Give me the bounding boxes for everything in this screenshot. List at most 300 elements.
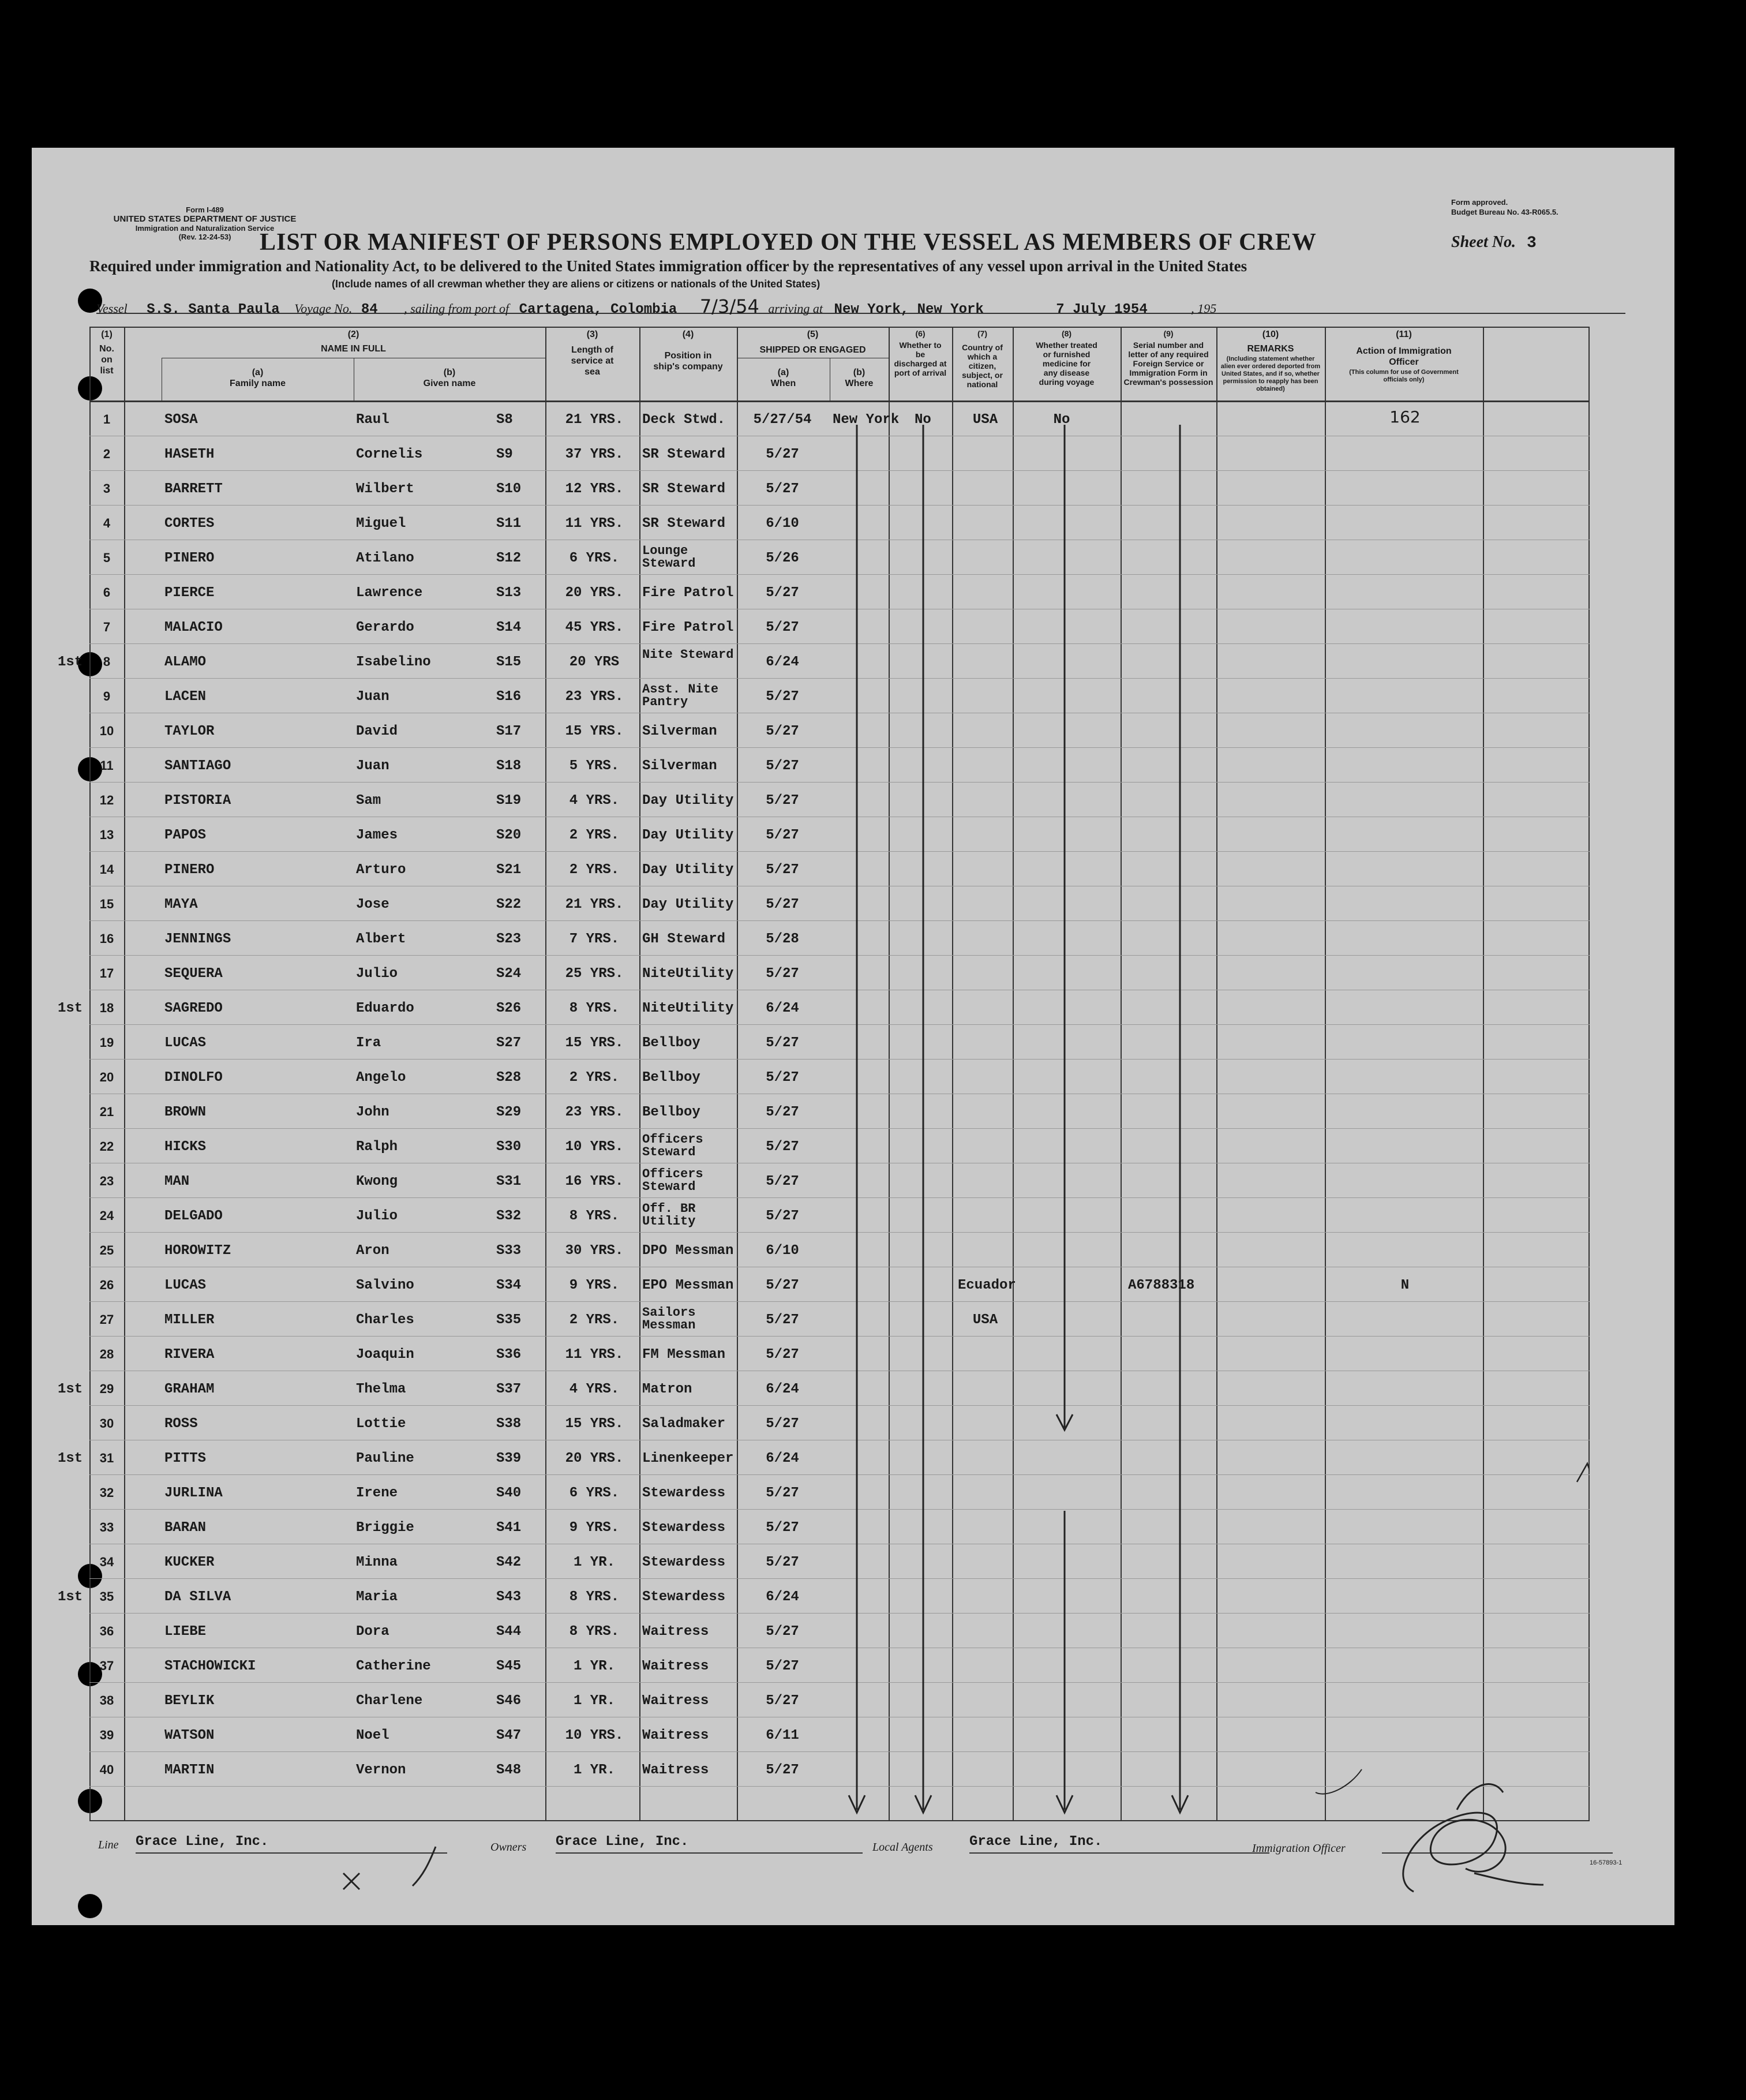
shipped-when: 6/10 xyxy=(766,1243,799,1259)
row-number: 40 xyxy=(99,1762,114,1777)
shipped-when: 5/27/54 xyxy=(753,412,812,428)
row-number: 32 xyxy=(99,1485,114,1500)
position: NiteUtility xyxy=(642,1001,734,1016)
row-number: 25 xyxy=(99,1243,114,1257)
service-length: 12 YRS. xyxy=(565,481,624,497)
crew-code: S40 xyxy=(496,1485,522,1501)
position: Deck Stwd. xyxy=(642,412,726,428)
given-name: Eduardo xyxy=(356,1001,414,1016)
shipped-when: 5/27 xyxy=(766,1624,799,1639)
position: Bellboy xyxy=(642,1035,700,1051)
margin-note: 1st xyxy=(58,1451,83,1466)
family-name: LUCAS xyxy=(164,1035,207,1051)
family-name: BEYLIK xyxy=(164,1693,215,1709)
position: Nite Steward xyxy=(642,647,734,662)
given-name: Charles xyxy=(356,1312,414,1328)
service-length: 1 YR. xyxy=(573,1659,615,1674)
service-length: 9 YRS. xyxy=(569,1278,620,1293)
voyage-number: 84 xyxy=(361,302,378,317)
family-name: PINERO xyxy=(164,551,215,566)
service-length: 9 YRS. xyxy=(569,1520,620,1536)
shipped-when: 5/27 xyxy=(766,1035,799,1051)
row-number: 14 xyxy=(99,862,114,877)
family-name: MAYA xyxy=(164,897,198,912)
row-number: 26 xyxy=(99,1278,114,1292)
crew-code: S38 xyxy=(496,1416,522,1432)
margin-note: 1st xyxy=(58,1589,83,1605)
service-length: 8 YRS. xyxy=(569,1589,620,1605)
service-length: 4 YRS. xyxy=(569,793,620,808)
manifest-subtitle: Required under immigration and Nationality Act, to be delivered to the United States immigration officer by the representatives of any vessel upon arrival in the United States xyxy=(89,257,1247,275)
crew-code: S22 xyxy=(496,897,522,912)
service-length: 20 YRS. xyxy=(565,1451,624,1466)
shipped-when: 5/27 xyxy=(766,447,799,462)
position: Day Utility xyxy=(642,897,734,912)
position: SR Steward xyxy=(642,447,726,462)
service-length: 16 YRS. xyxy=(565,1174,624,1189)
crew-code: S37 xyxy=(496,1382,522,1397)
family-name: LIEBE xyxy=(164,1624,207,1639)
crew-code: S48 xyxy=(496,1762,522,1778)
service-length: 2 YRS. xyxy=(569,1312,620,1328)
arriving-label: arriving at xyxy=(768,301,823,316)
family-name: SAGREDO xyxy=(164,1001,223,1016)
medicine: No xyxy=(1053,412,1070,428)
given-name: Joaquin xyxy=(356,1347,414,1362)
service-length: 37 YRS. xyxy=(565,447,624,462)
family-name: HASETH xyxy=(164,447,215,462)
service-length: 1 YR. xyxy=(573,1555,615,1570)
position: Off. BR Utility xyxy=(642,1201,696,1229)
port-to: New York, New York xyxy=(834,302,984,317)
position: Stewardess xyxy=(642,1555,726,1570)
crew-code: S27 xyxy=(496,1035,522,1051)
shipped-when: 6/24 xyxy=(766,1589,799,1605)
service-length: 8 YRS. xyxy=(569,1001,620,1016)
col-no-header: (1) No. on list xyxy=(99,330,114,376)
given-name: David xyxy=(356,724,398,739)
agents-label: Local Agents xyxy=(872,1841,933,1854)
crew-code: S46 xyxy=(496,1693,522,1709)
service-length: 23 YRS. xyxy=(565,689,624,705)
row-number: 34 xyxy=(99,1555,114,1569)
row-number: 16 xyxy=(99,931,114,946)
given-name: Ira xyxy=(356,1035,381,1051)
crew-code: S39 xyxy=(496,1451,522,1466)
shipped-when: 5/28 xyxy=(766,931,799,947)
position: Day Utility xyxy=(642,828,734,843)
service-length: 10 YRS. xyxy=(565,1728,624,1743)
given-name: Isabelino xyxy=(356,654,431,670)
given-name: Salvino xyxy=(356,1278,414,1293)
officer-label: Immigration Officer xyxy=(1252,1842,1346,1855)
row-number: 38 xyxy=(99,1693,114,1708)
service-length: 20 YRS xyxy=(569,654,620,670)
service-length: 21 YRS. xyxy=(565,897,624,912)
family-name: BARAN xyxy=(164,1520,207,1536)
position: Asst. Nite Pantry xyxy=(642,682,719,709)
service-length: 6 YRS. xyxy=(569,551,620,566)
shipped-when: 5/27 xyxy=(766,1693,799,1709)
col-discharged-header: (6) Whether to be discharged at port of arrival xyxy=(894,329,947,377)
position: Waitress xyxy=(642,1659,709,1674)
service-name: Immigration and Naturalization Service xyxy=(135,224,275,233)
row-number: 3 xyxy=(103,481,111,496)
given-name: Maria xyxy=(356,1589,398,1605)
given-name: Dora xyxy=(356,1624,389,1639)
family-name: PITTS xyxy=(164,1451,207,1466)
family-name: PINERO xyxy=(164,862,215,878)
country: Ecuador xyxy=(958,1278,1016,1293)
position: Stewardess xyxy=(642,1589,726,1605)
service-length: 11 YRS. xyxy=(565,1347,624,1362)
crew-code: S17 xyxy=(496,724,522,739)
given-name: Atilano xyxy=(356,551,414,566)
family-name: DINOLFO xyxy=(164,1070,223,1085)
country: USA xyxy=(972,1312,998,1328)
family-name: MALACIO xyxy=(164,620,223,635)
shipped-when: 5/27 xyxy=(766,481,799,497)
position: GH Steward xyxy=(642,931,726,947)
service-length: 45 YRS. xyxy=(565,620,624,635)
row-number: 39 xyxy=(99,1728,114,1742)
given-name: Jose xyxy=(356,897,389,912)
service-length: 8 YRS. xyxy=(569,1208,620,1224)
crew-code: S31 xyxy=(496,1174,522,1189)
row-number: 8 xyxy=(103,654,111,669)
row-number: 1 xyxy=(103,412,111,426)
given-name: Minna xyxy=(356,1555,398,1570)
shipped-when: 5/27 xyxy=(766,1555,799,1570)
serial-number: A6788318 xyxy=(1128,1278,1195,1293)
shipped-when: 6/24 xyxy=(766,1382,799,1397)
given-name: Aron xyxy=(356,1243,389,1259)
shipped-when: 5/27 xyxy=(766,1762,799,1778)
col-country-header: (7) Country of which a citizen, subject, or national xyxy=(962,329,1003,389)
family-name: CORTES xyxy=(164,516,215,531)
family-name: BROWN xyxy=(164,1105,207,1120)
crew-code: S11 xyxy=(496,516,522,531)
service-length: 1 YR. xyxy=(573,1762,615,1778)
given-name: Lawrence xyxy=(356,585,423,601)
row-number: 20 xyxy=(99,1070,114,1084)
crew-code: S47 xyxy=(496,1728,522,1743)
family-name: PISTORIA xyxy=(164,793,231,808)
family-name: KUCKER xyxy=(164,1555,215,1570)
given-name: Ralph xyxy=(356,1139,398,1155)
crew-code: S43 xyxy=(496,1589,522,1605)
budget-number: Budget Bureau No. 43-R065.5. xyxy=(1451,208,1558,216)
given-name: Charlene xyxy=(356,1693,423,1709)
family-name: DA SILVA xyxy=(164,1589,231,1605)
position: Waitress xyxy=(642,1762,709,1778)
officer-action: 162 xyxy=(1389,407,1421,426)
given-name: Vernon xyxy=(356,1762,406,1778)
given-name: Catherine xyxy=(356,1659,431,1674)
given-name: Albert xyxy=(356,931,406,947)
service-length: 1 YR. xyxy=(573,1693,615,1709)
col-remarks-header: (10) REMARKS (Including statement whether alien ever ordered deported from United States, and if so, whether permission to reapply has been obtained) xyxy=(1220,330,1321,392)
crew-code: S18 xyxy=(496,758,522,774)
family-name: SEQUERA xyxy=(164,966,223,982)
handwritten-marks xyxy=(32,148,1674,1925)
shipped-when: 6/24 xyxy=(766,1001,799,1016)
row-number: 18 xyxy=(99,1001,114,1015)
col-shipped-header: (5) SHIPPED OR ENGAGED xyxy=(759,330,866,355)
position: Matron xyxy=(642,1382,692,1397)
position: Day Utility xyxy=(642,862,734,878)
family-name: PIERCE xyxy=(164,585,215,601)
position: Fire Patrol xyxy=(642,620,734,635)
position: Fire Patrol xyxy=(642,585,734,601)
position: Waitress xyxy=(642,1728,709,1743)
shipped-when: 5/27 xyxy=(766,966,799,982)
family-name: JURLINA xyxy=(164,1485,223,1501)
position: DPO Messman xyxy=(642,1243,734,1259)
shipped-when: 5/27 xyxy=(766,1174,799,1189)
given-name: Wilbert xyxy=(356,481,414,497)
owners-label: Owners xyxy=(490,1841,527,1854)
row-number: 27 xyxy=(99,1312,114,1327)
crew-code: S8 xyxy=(496,412,513,428)
service-length: 2 YRS. xyxy=(569,1070,620,1085)
family-name: JENNINGS xyxy=(164,931,231,947)
given-name: Noel xyxy=(356,1728,389,1743)
crew-code: S20 xyxy=(496,828,522,843)
crew-code: S29 xyxy=(496,1105,522,1120)
given-name: Pauline xyxy=(356,1451,414,1466)
shipped-when: 5/27 xyxy=(766,724,799,739)
shipped-when: 5/27 xyxy=(766,1520,799,1536)
service-length: 15 YRS. xyxy=(565,724,624,739)
service-length: 21 YRS. xyxy=(565,412,624,428)
crew-code: S24 xyxy=(496,966,522,982)
family-name: MARTIN xyxy=(164,1762,215,1778)
shipped-when: 5/26 xyxy=(766,551,799,566)
service-length: 25 YRS. xyxy=(565,966,624,982)
crew-code: S21 xyxy=(496,862,522,878)
row-number: 37 xyxy=(99,1659,114,1673)
row-number: 13 xyxy=(99,828,114,842)
shipped-when: 5/27 xyxy=(766,1416,799,1432)
shipped-when: 5/27 xyxy=(766,1659,799,1674)
shipped-when: 5/27 xyxy=(766,758,799,774)
family-name: BARRETT xyxy=(164,481,223,497)
service-length: 7 YRS. xyxy=(569,931,620,947)
line-value: Grace Line, Inc. xyxy=(136,1834,447,1854)
given-name: Julio xyxy=(356,966,398,982)
family-name: DELGADO xyxy=(164,1208,223,1224)
crew-code: S13 xyxy=(496,585,522,601)
service-length: 20 YRS. xyxy=(565,585,624,601)
margin-note: 1st xyxy=(58,654,83,670)
family-name: WATSON xyxy=(164,1728,215,1743)
family-name: SANTIAGO xyxy=(164,758,231,774)
col-given-header: (b) Given name xyxy=(423,368,476,388)
given-name: Irene xyxy=(356,1485,398,1501)
service-length: 2 YRS. xyxy=(569,828,620,843)
shipped-when: 5/27 xyxy=(766,1312,799,1328)
shipped-when: 5/27 xyxy=(766,1347,799,1362)
row-number: 2 xyxy=(103,447,111,461)
crew-code: S32 xyxy=(496,1208,522,1224)
family-name: TAYLOR xyxy=(164,724,215,739)
row-number: 24 xyxy=(99,1208,114,1223)
col-when-header: (a) When xyxy=(770,368,796,388)
shipped-when: 5/27 xyxy=(766,620,799,635)
position: Linenkeeper xyxy=(642,1451,734,1466)
position: Bellboy xyxy=(642,1070,700,1085)
crew-code: S34 xyxy=(496,1278,522,1293)
crew-code: S12 xyxy=(496,551,522,566)
col-position-header: (4) Position in ship's company xyxy=(653,330,723,372)
row-number: 17 xyxy=(99,966,114,980)
col-service-header: (3) Length of service at sea xyxy=(571,330,614,377)
row-number: 28 xyxy=(99,1347,114,1361)
row-number: 35 xyxy=(99,1589,114,1604)
shipped-where: New York xyxy=(833,412,900,428)
shipped-when: 5/27 xyxy=(766,1278,799,1293)
given-name: John xyxy=(356,1105,389,1120)
given-name: Lottie xyxy=(356,1416,406,1432)
arrival-date: 7 July 1954 xyxy=(1056,302,1148,317)
position: FM Messman xyxy=(642,1347,726,1362)
family-name: SOSA xyxy=(164,412,198,428)
discharged: No xyxy=(915,412,931,428)
shipped-when: 6/10 xyxy=(766,516,799,531)
family-name: LACEN xyxy=(164,689,207,705)
margin-note: 1st xyxy=(58,1382,83,1397)
family-name: MILLER xyxy=(164,1312,215,1328)
service-length: 15 YRS. xyxy=(565,1035,624,1051)
row-number: 22 xyxy=(99,1139,114,1154)
row-number: 12 xyxy=(99,793,114,807)
family-name: RIVERA xyxy=(164,1347,215,1362)
position: Officers Steward xyxy=(642,1167,703,1194)
given-name: Juan xyxy=(356,758,389,774)
sailing-label: , sailing from port of xyxy=(404,301,509,316)
position: Lounge Steward xyxy=(642,544,696,571)
given-name: James xyxy=(356,828,398,843)
shipped-when: 5/27 xyxy=(766,828,799,843)
service-length: 11 YRS. xyxy=(565,516,624,531)
position: Day Utility xyxy=(642,793,734,808)
family-name: PAPOS xyxy=(164,828,207,843)
manifest-title: LIST OR MANIFEST OF PERSONS EMPLOYED ON THE VESSEL AS MEMBERS OF CREW xyxy=(260,229,1317,256)
country: USA xyxy=(972,412,998,428)
position: Waitress xyxy=(642,1624,709,1639)
form-number: Form I-489 xyxy=(186,205,224,214)
shipped-when: 5/27 xyxy=(766,585,799,601)
include-note: (Include names of all crewman whether they are aliens or citizens or nationals of the United States) xyxy=(332,278,820,290)
port-from: Cartagena, Colombia xyxy=(519,302,677,317)
crew-code: S19 xyxy=(496,793,522,808)
given-name: Juan xyxy=(356,689,389,705)
given-name: Raul xyxy=(356,412,389,428)
position: Stewardess xyxy=(642,1520,726,1536)
family-name: LUCAS xyxy=(164,1278,207,1293)
shipped-when: 5/27 xyxy=(766,1485,799,1501)
given-name: Miguel xyxy=(356,516,406,531)
row-number: 21 xyxy=(99,1105,114,1119)
row-number: 6 xyxy=(103,585,111,600)
row-number: 7 xyxy=(103,620,111,634)
family-name: HICKS xyxy=(164,1139,207,1155)
position: Officers Steward xyxy=(642,1132,703,1159)
crew-code: S23 xyxy=(496,931,522,947)
given-name: Gerardo xyxy=(356,620,414,635)
col-name-header: (2) NAME IN FULL xyxy=(321,330,386,354)
shipped-when: 6/11 xyxy=(766,1728,799,1743)
col-where-header: (b) Where xyxy=(845,368,874,388)
year-suffix: , 195 xyxy=(1191,301,1217,316)
owners-value: Grace Line, Inc. xyxy=(556,1834,863,1854)
handwritten-date: 7/3/54 xyxy=(699,295,759,317)
position: Sailors Messman xyxy=(642,1305,696,1332)
row-number: 11 xyxy=(100,758,114,773)
manifest-sheet xyxy=(32,148,1674,1925)
crew-code: S14 xyxy=(496,620,522,635)
row-number: 33 xyxy=(99,1520,114,1534)
position: Waitress xyxy=(642,1693,709,1709)
given-name: Angelo xyxy=(356,1070,406,1085)
crew-code: S9 xyxy=(496,447,513,462)
crew-code: S16 xyxy=(496,689,522,705)
margin-note: 1st xyxy=(58,1001,83,1016)
family-name: STACHOWICKI xyxy=(164,1659,256,1674)
row-number: 19 xyxy=(99,1035,114,1050)
crew-code: S45 xyxy=(496,1659,522,1674)
crew-code: S28 xyxy=(496,1070,522,1085)
position: Bellboy xyxy=(642,1105,700,1120)
position: Silverman xyxy=(642,724,717,739)
family-name: ROSS xyxy=(164,1416,198,1432)
shipped-when: 6/24 xyxy=(766,654,799,670)
shipped-when: 6/24 xyxy=(766,1451,799,1466)
crew-code: S30 xyxy=(496,1139,522,1155)
row-number: 15 xyxy=(99,897,114,911)
row-number: 9 xyxy=(103,689,111,703)
vessel-label: Vessel xyxy=(96,301,128,316)
position: Saladmaker xyxy=(642,1416,726,1432)
crew-code: S33 xyxy=(496,1243,522,1259)
vessel-name: S.S. Santa Paula xyxy=(147,302,280,317)
agents-value: Grace Line, Inc. xyxy=(969,1834,1269,1854)
row-number: 30 xyxy=(99,1416,114,1431)
position: Silverman xyxy=(642,758,717,774)
given-name: Cornelis xyxy=(356,447,423,462)
row-number: 23 xyxy=(99,1174,114,1188)
voyage-label: Voyage No. xyxy=(294,301,353,316)
position: SR Steward xyxy=(642,516,726,531)
crew-code: S42 xyxy=(496,1555,522,1570)
service-length: 15 YRS. xyxy=(565,1416,624,1432)
sheet-label: Sheet No. xyxy=(1451,233,1516,251)
row-number: 4 xyxy=(103,516,111,530)
shipped-when: 5/27 xyxy=(766,793,799,808)
crew-code: S41 xyxy=(496,1520,522,1536)
position: Stewardess xyxy=(642,1485,726,1501)
crew-code: S10 xyxy=(496,481,522,497)
service-length: 4 YRS. xyxy=(569,1382,620,1397)
service-length: 23 YRS. xyxy=(565,1105,624,1120)
col-action-header: (11) Action of Immigration Officer (This column for use of Government officials only) xyxy=(1349,330,1459,383)
family-name: GRAHAM xyxy=(164,1382,215,1397)
service-length: 2 YRS. xyxy=(569,862,620,878)
given-name: Briggie xyxy=(356,1520,414,1536)
crew-code: S36 xyxy=(496,1347,522,1362)
department-name: UNITED STATES DEPARTMENT OF JUSTICE xyxy=(113,214,297,224)
